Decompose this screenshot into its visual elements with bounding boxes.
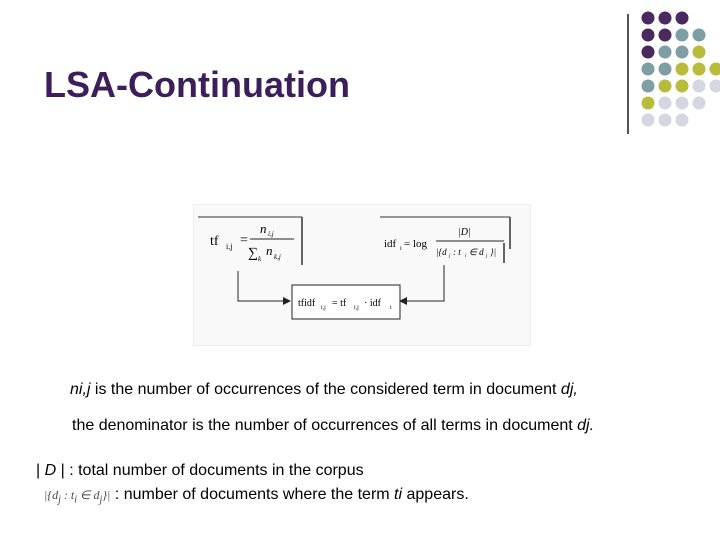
idf-formula-box bbox=[380, 217, 510, 263]
line4-text: : number of documents where the term bbox=[110, 486, 395, 503]
idf-subscript: i bbox=[400, 246, 402, 252]
tf-subscript: i,j bbox=[226, 242, 233, 251]
description-line-2 bbox=[72, 417, 594, 435]
idf-denominator-open-subscript: j bbox=[449, 254, 451, 259]
decorative-dot bbox=[676, 114, 689, 127]
idf-label: idf bbox=[384, 238, 397, 250]
idf-to-tfidf-arrow bbox=[400, 265, 444, 301]
decorative-dot bbox=[676, 80, 689, 93]
decorative-dot bbox=[642, 114, 655, 127]
decorative-dot bbox=[659, 12, 672, 25]
decorative-dot bbox=[693, 46, 706, 59]
decorative-dot bbox=[676, 97, 689, 110]
decorative-dot bbox=[693, 97, 706, 110]
idf-denominator-close: }| bbox=[490, 247, 497, 257]
decorative-dot bbox=[659, 29, 672, 42]
tf-to-tfidf-arrow bbox=[238, 271, 290, 301]
decorative-dot bbox=[659, 80, 672, 93]
var-nij: ni,j bbox=[70, 381, 91, 398]
slide-title: LSA-Continuation bbox=[44, 64, 350, 105]
line3-text: | : total number of documents in the corpus bbox=[56, 462, 364, 479]
var-dj: dj, bbox=[560, 381, 578, 398]
tfidf-label: tfidf bbox=[298, 298, 316, 309]
line2-text: the denominator is the number of occurrences of all terms in document bbox=[72, 417, 578, 434]
tf-numerator: n bbox=[260, 221, 267, 236]
decorative-dot bbox=[642, 80, 655, 93]
decorative-dot bbox=[676, 12, 689, 25]
tf-equals: = bbox=[240, 233, 248, 248]
decorative-dot bbox=[659, 63, 672, 76]
tfidf-dot-idf: · idf bbox=[364, 298, 381, 309]
decorative-dot bbox=[693, 80, 706, 93]
tf-label: tf bbox=[210, 234, 219, 249]
idf-denominator-term-subscript: i bbox=[465, 254, 467, 259]
tfidf-diagram-svg bbox=[194, 205, 530, 345]
decorative-dot bbox=[710, 63, 720, 76]
idf-denominator-term: : t bbox=[453, 247, 461, 257]
decorative-dot bbox=[676, 46, 689, 59]
decorative-dot bbox=[642, 63, 655, 76]
tf-denominator-subscript: k,j bbox=[274, 253, 281, 261]
decorative-dot bbox=[642, 12, 655, 25]
idf-numerator: |D| bbox=[458, 227, 471, 238]
decorative-dot bbox=[642, 97, 655, 110]
tf-sum-subscript: k bbox=[258, 255, 262, 263]
description-line-3 bbox=[36, 462, 364, 480]
idf-equals-log: = log bbox=[404, 238, 428, 250]
decorative-dot bbox=[710, 80, 720, 93]
var-d: D bbox=[44, 462, 57, 479]
inline-formula: $|\{d_j$ : $t_i$ ∈ $d_j\}|$ bbox=[44, 488, 111, 506]
tf-denominator: n bbox=[266, 243, 273, 258]
decorative-dot-grid bbox=[0, 0, 720, 140]
decorative-dot bbox=[693, 29, 706, 42]
decorative-dot bbox=[642, 29, 655, 42]
tfidf-idf-subscript: i bbox=[390, 305, 392, 311]
decorative-dot bbox=[676, 63, 689, 76]
tfidf-subscript: i,j bbox=[321, 305, 326, 311]
idf-denominator-element-subscript: j bbox=[486, 254, 488, 259]
tfidf-equals-tf: = tf bbox=[332, 298, 347, 309]
tfidf-tf-subscript: i,j bbox=[354, 305, 359, 311]
idf-denominator-element: ∈ d bbox=[469, 247, 484, 257]
line3-prefix: | bbox=[36, 462, 45, 479]
tfidf-formula-diagram bbox=[193, 204, 531, 346]
decorative-dot bbox=[659, 46, 672, 59]
line4-end: appears. bbox=[402, 486, 469, 503]
var-ti: ti bbox=[394, 486, 403, 503]
tf-formula-box bbox=[198, 217, 302, 265]
line1-text: is the number of occurrences of the considered term in document bbox=[90, 381, 561, 398]
description-line-4 bbox=[44, 486, 469, 505]
decorative-dot bbox=[693, 63, 706, 76]
tf-sum-symbol: ∑ bbox=[248, 246, 258, 261]
decorative-dot bbox=[659, 114, 672, 127]
var-dj-2: dj. bbox=[577, 417, 595, 434]
tf-numerator-subscript: i,j bbox=[268, 230, 274, 238]
decorative-dot bbox=[676, 29, 689, 42]
description-line-1 bbox=[70, 381, 578, 399]
idf-denominator-open: |{d bbox=[436, 247, 447, 257]
decorative-dot bbox=[659, 97, 672, 110]
decorative-dot bbox=[642, 46, 655, 59]
tfidf-formula-box bbox=[292, 285, 400, 319]
